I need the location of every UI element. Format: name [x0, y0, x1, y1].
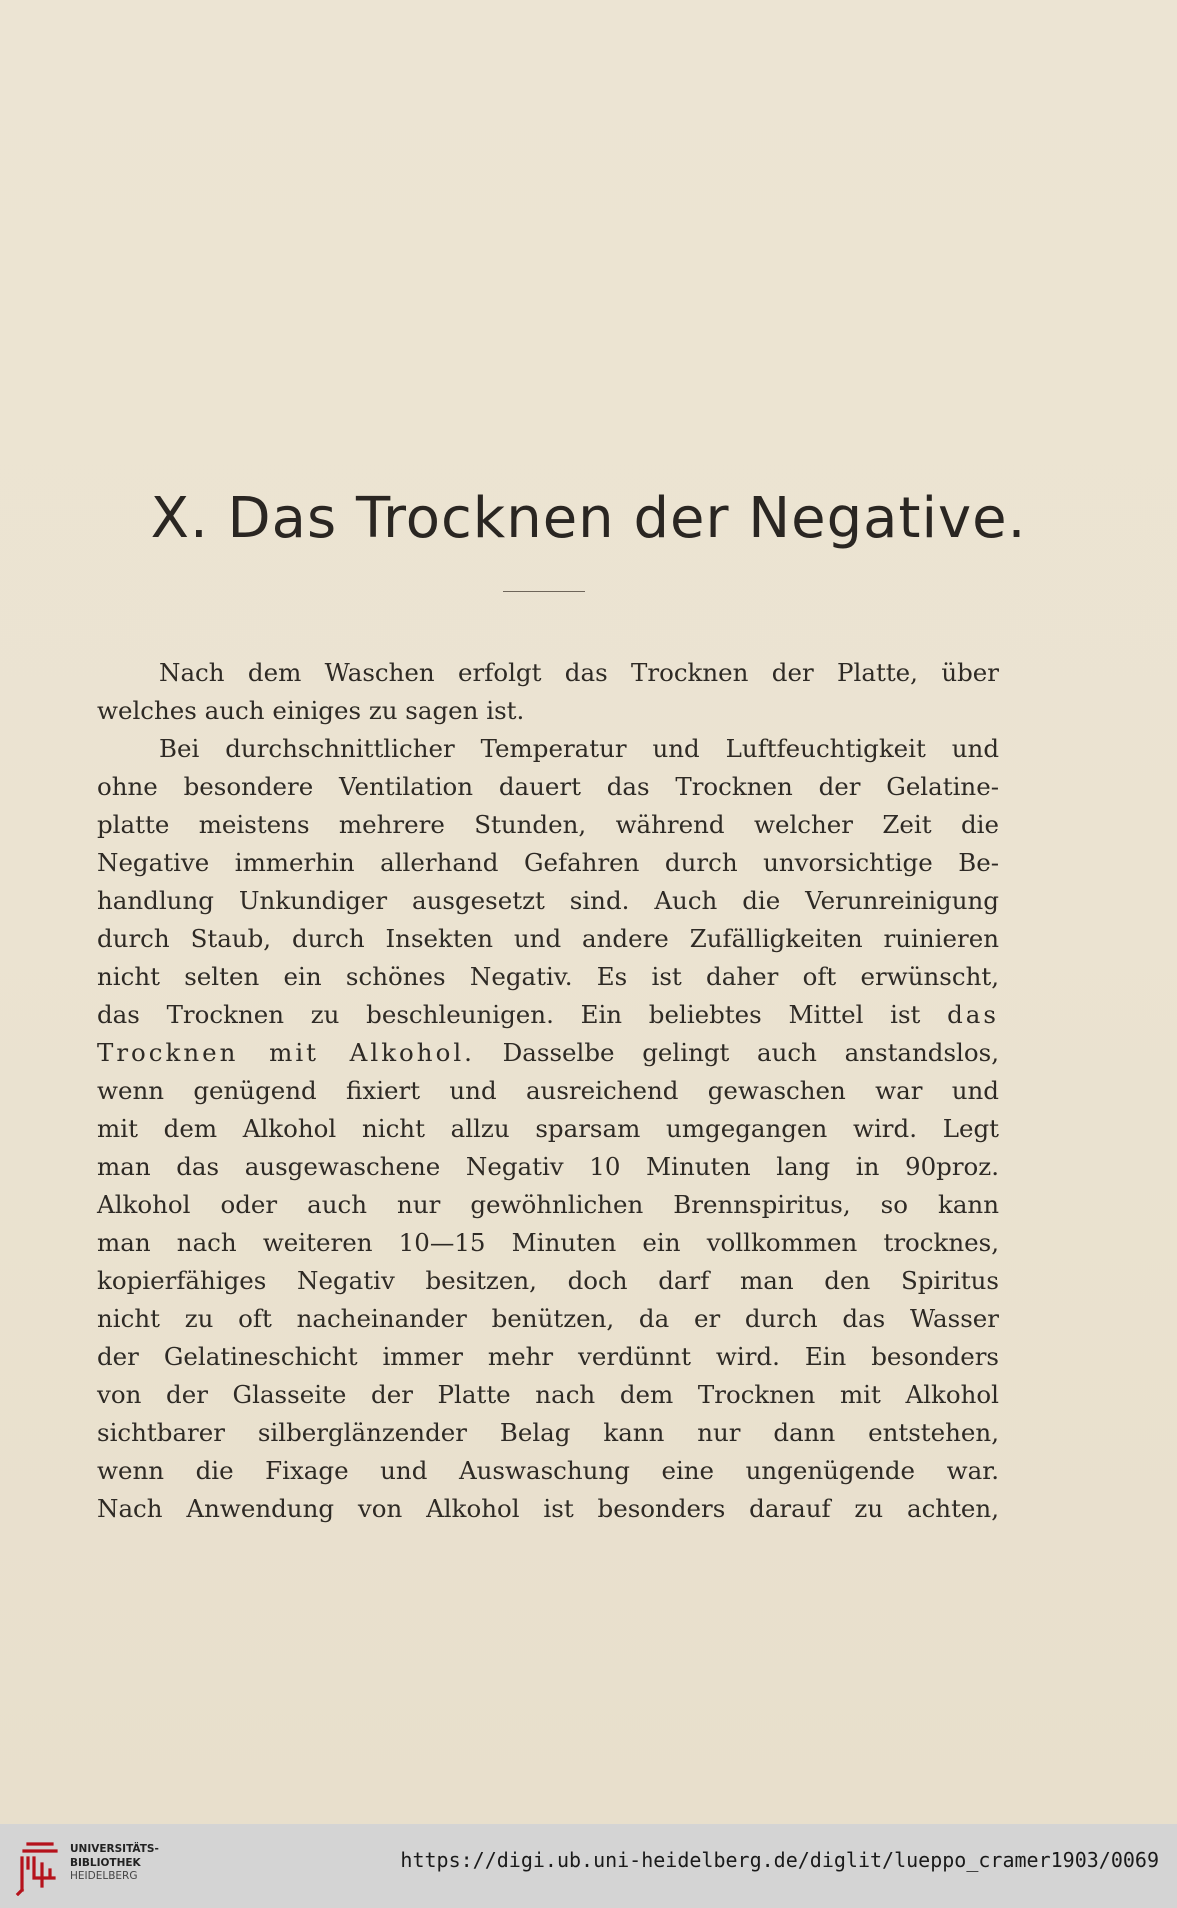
- text-line: man das ausgewaschene Negativ 10 Minuten lang in 90proz.: [97, 1152, 999, 1181]
- text-line: Bei durchschnittlicher Temperatur und Luftfeuchtigkeit und: [159, 734, 999, 763]
- text-line: platte meistens mehrere Stunden, während welcher Zeit die: [97, 810, 999, 839]
- text-span: Dasselbe gelingt auch anstandslos,: [502, 1038, 999, 1067]
- spaced-phrase: Trocknen mit Alkohol.: [97, 1038, 475, 1067]
- viewer-footer-bar: [0, 1824, 1177, 1908]
- text-span: das Trocknen zu beschleunigen. Ein beliebtes Mittel ist: [97, 1000, 921, 1029]
- text-line: durch Staub, durch Insekten und andere Zufälligkeiten ruinieren: [97, 924, 999, 953]
- library-logo-icon: [14, 1838, 62, 1896]
- library-wordmark-line: HEIDELBERG: [70, 1870, 138, 1882]
- text-line: sichtbarer silberglänzender Belag kann nur dann entstehen,: [97, 1418, 999, 1447]
- chapter-heading: X. Das Trocknen der Negative.: [150, 486, 1027, 551]
- text-line: Negative immerhin allerhand Gefahren durch unvorsichtige Be-: [97, 848, 999, 877]
- text-line: wenn die Fixage und Auswaschung eine ungenügende war.: [97, 1456, 999, 1485]
- text-line: nicht selten ein schönes Negativ. Es ist daher oft erwünscht,: [97, 962, 999, 991]
- permalink-url[interactable]: https://digi.ub.uni-heidelberg.de/diglit/lueppo_cramer1903/0069: [400, 1848, 1159, 1872]
- spaced-word: das: [947, 1000, 999, 1029]
- heading-divider: [503, 591, 585, 592]
- text-line: Alkohol oder auch nur gewöhnlichen Brennspiritus, so kann: [97, 1190, 999, 1219]
- chapter-body: [97, 654, 999, 1528]
- text-line: mit dem Alkohol nicht allzu sparsam umgegangen wird. Legt: [97, 1114, 999, 1143]
- text-line: welches auch einiges zu sagen ist.: [97, 696, 525, 725]
- text-line: man nach weiteren 10—15 Minuten ein vollkommen trocknes,: [97, 1228, 999, 1257]
- text-line: handlung Unkundiger ausgesetzt sind. Auch die Verunreinigung: [97, 886, 999, 915]
- text-line: von der Glasseite der Platte nach dem Trocknen mit Alkohol: [97, 1380, 999, 1409]
- library-wordmark-line: BIBLIOTHEK: [70, 1856, 141, 1869]
- text-line: wenn genügend fixiert und ausreichend gewaschen war und: [97, 1076, 999, 1105]
- text-line: Nach dem Waschen erfolgt das Trocknen der Platte, über: [159, 658, 999, 687]
- text-line: der Gelatineschicht immer mehr verdünnt wird. Ein besonders: [97, 1342, 999, 1371]
- text-line: ohne besondere Ventilation dauert das Trocknen der Gelatine-: [97, 772, 999, 801]
- library-wordmark: [70, 1843, 159, 1884]
- text-line-with-spaced-word: [97, 996, 999, 1034]
- text-line: Nach Anwendung von Alkohol ist besonders darauf zu achten,: [97, 1494, 999, 1523]
- text-line-with-spaced-words: [97, 1034, 999, 1072]
- text-line: nicht zu oft nacheinander benützen, da er durch das Wasser: [97, 1304, 999, 1333]
- library-wordmark-line: UNIVERSITÄTS-: [70, 1843, 159, 1855]
- text-line: kopierfähiges Negativ besitzen, doch darf man den Spiritus: [97, 1266, 999, 1295]
